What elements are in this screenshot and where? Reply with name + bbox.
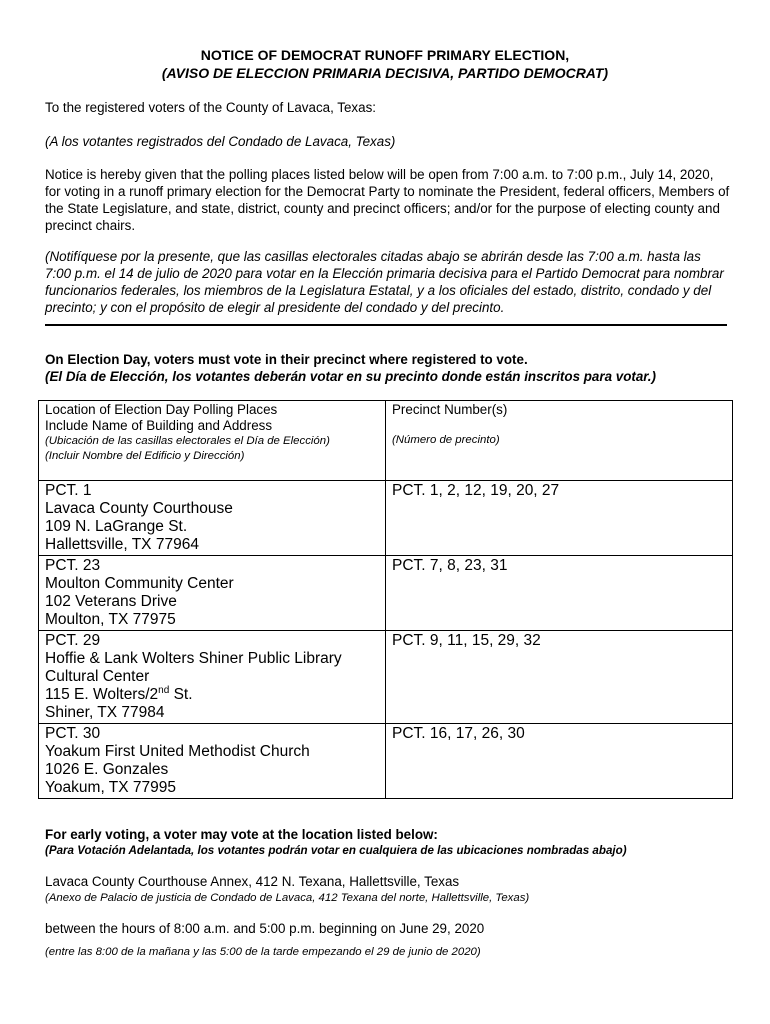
section-divider — [45, 324, 727, 326]
early-voting-hours-spanish: (entre las 8:00 de la mañana y las 5:00 de la tarde empezando el 29 de junio de 2020) — [45, 946, 481, 958]
building-name: Lavaca County Courthouse — [45, 500, 233, 517]
precinct-header-cell — [386, 401, 733, 481]
table-row — [39, 724, 733, 799]
election-day-heading: On Election Day, voters must vote in their precinct where registered to vote. — [45, 352, 528, 367]
precinct-header: Precinct Number(s) — [392, 402, 508, 417]
precinct-numbers-cell: PCT. 16, 17, 26, 30 — [386, 724, 733, 799]
city-state-zip: Hallettsville, TX 77964 — [45, 536, 199, 553]
city-state-zip: Yoakum, TX 77995 — [45, 779, 176, 796]
early-voting-heading-spanish: (Para Votación Adelantada, los votantes podrán votar en cualquiera de las ubicaciones nombradas abajo) — [45, 844, 627, 857]
street-address: 102 Veterans Drive — [45, 593, 177, 610]
city-state-zip: Shiner, TX 77984 — [45, 704, 165, 721]
city-state-zip: Moulton, TX 77975 — [45, 611, 176, 628]
location-cell — [39, 556, 386, 631]
early-voting-heading: For early voting, a voter may vote at the location listed below: — [45, 827, 438, 842]
precinct-label: PCT. 30 — [45, 725, 101, 742]
location-header: Location of Election Day Polling Places — [45, 402, 278, 417]
notice-paragraph-spanish: (Notifíquese por la presente, que las casillas electorales citadas abajo se abrirán desde las 7:00 a.m. hasta las 7:00 p.m. el 14 de julio de 2020 para votar en la Elección primaria decisiva para el Partido Democrat para nombrar funcionarios federales, los miembros de la Legislatura Estatal, y a los oficiales del estado, distrito, condado y del precinto; y con el propósito de elegir al presidente del condado y del precinto. — [45, 249, 724, 315]
street-address-main: 115 E. Wolters/2 — [45, 686, 159, 703]
early-voting-hours: between the hours of 8:00 a.m. and 5:00 p.m. beginning on June 29, 2020 — [45, 921, 485, 936]
precinct-label: PCT. 29 — [45, 632, 101, 649]
street-address: 109 N. LaGrange St. — [45, 518, 188, 535]
ordinal-suffix: nd — [158, 684, 170, 696]
street-address: 1026 E. Gonzales — [45, 761, 169, 778]
location-header-line2: Include Name of Building and Address — [45, 418, 273, 433]
street-address — [45, 686, 379, 704]
location-header-spanish-line2: (Incluir Nombre del Edificio y Dirección) — [45, 450, 245, 462]
precinct-numbers-cell: PCT. 7, 8, 23, 31 — [386, 556, 733, 631]
building-name: Yoakum First United Methodist Church — [45, 743, 310, 760]
building-name: Moulton Community Center — [45, 575, 234, 592]
location-cell — [39, 631, 386, 724]
polling-places-table — [38, 400, 733, 799]
table-row — [39, 556, 733, 631]
early-voting-location-spanish: (Anexo de Palacio de justicia de Condado de Lavaca, 412 Texana del norte, Hallettsville, Texas) — [45, 892, 530, 904]
notice-title-spanish: (AVISO DE ELECCION PRIMARIA DECISIVA, PARTIDO DEMOCRAT) — [161, 65, 609, 81]
table-header-row — [39, 401, 733, 481]
location-cell — [39, 481, 386, 556]
notice-title: NOTICE OF DEMOCRAT RUNOFF PRIMARY ELECTION, — [200, 47, 570, 63]
building-name: Hoffie & Lank Wolters Shiner Public Library — [45, 650, 342, 667]
salutation: To the registered voters of the County of Lavaca, Texas: — [45, 100, 376, 115]
table-row — [39, 481, 733, 556]
precinct-header-spanish: (Número de precinto) — [392, 434, 500, 446]
election-day-heading-spanish: (El Día de Elección, los votantes deberán votar en su precinto donde están inscritos para votar.) — [45, 369, 656, 384]
precinct-numbers-cell: PCT. 9, 11, 15, 29, 32 — [386, 631, 733, 724]
location-header-cell — [39, 401, 386, 481]
location-cell — [39, 724, 386, 799]
salutation-spanish: (A los votantes registrados del Condado de Lavaca, Texas) — [45, 134, 396, 149]
notice-paragraph: Notice is hereby given that the polling places listed below will be open from 7:00 a.m. to 7:00 p.m., July 14, 2020, for voting in a runoff primary election for the Democrat Party to nominate the President, federal officers, Members of the State Legislature, and state, district, county and precinct officers; and/or for the purpose of electing county and precinct chairs. — [45, 167, 730, 233]
precinct-label: PCT. 1 — [45, 482, 92, 499]
building-name-line2: Cultural Center — [45, 668, 150, 685]
location-header-spanish: (Ubicación de las casillas electorales el Día de Elección) — [45, 435, 330, 447]
precinct-label: PCT. 23 — [45, 557, 101, 574]
early-voting-location: Lavaca County Courthouse Annex, 412 N. Texana, Hallettsville, Texas — [45, 874, 460, 889]
precinct-numbers-cell: PCT. 1, 2, 12, 19, 20, 27 — [386, 481, 733, 556]
street-address-suffix: St. — [169, 686, 193, 703]
table-row — [39, 631, 733, 724]
